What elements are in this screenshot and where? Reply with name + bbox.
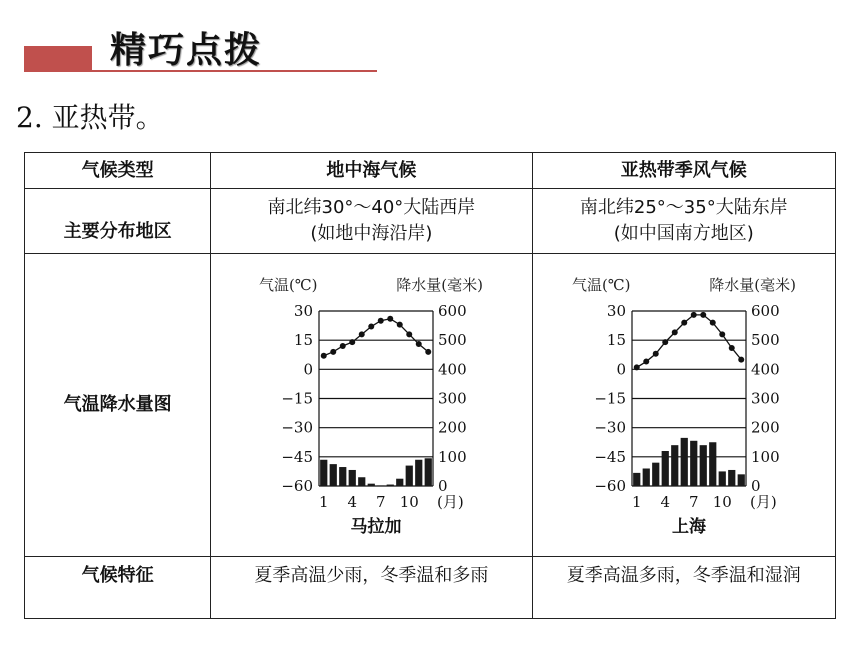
temperature-tick-label: 30	[606, 302, 626, 320]
header-monsoon: 亚热带季风气候	[532, 153, 835, 189]
cell-monsoon-features: 夏季高温多雨，冬季温和湿润	[532, 557, 835, 619]
temperature-point	[738, 357, 744, 363]
left-axis-label: 气温(℃)	[259, 276, 318, 294]
month-tick-label: 1	[319, 493, 329, 511]
month-tick-label: 1	[631, 493, 642, 511]
temperature-point	[350, 339, 356, 345]
temperature-tick-label: 15	[606, 331, 626, 350]
precipitation-tick-label: 200	[750, 418, 780, 437]
temperature-point	[359, 331, 365, 337]
temperature-point	[729, 345, 735, 351]
malaga-climate-chart	[251, 266, 491, 536]
row-label-distribution: 主要分布地区	[25, 189, 211, 254]
temperature-point	[321, 353, 327, 359]
precipitation-bar	[709, 442, 716, 486]
precipitation-bar	[699, 445, 706, 486]
row-label-features: 气候特征	[25, 557, 211, 619]
precipitation-tick-label: 300	[438, 389, 468, 408]
precipitation-bar	[378, 485, 385, 486]
precipitation-tick-label: 600	[438, 302, 468, 320]
temperature-point	[397, 322, 403, 328]
temperature-point	[643, 359, 649, 365]
temperature-point	[378, 318, 384, 324]
month-tick-label: 7	[688, 493, 699, 511]
mediterranean-distribution-line1: 南北纬30°～40°大陆西岸	[267, 197, 476, 218]
temperature-point	[700, 312, 706, 318]
precipitation-bar	[737, 474, 744, 486]
chart-title: 马拉加	[350, 517, 402, 536]
precipitation-bar	[387, 485, 394, 486]
table-header-row	[25, 153, 836, 189]
row-label-charts: 气温降水量图	[25, 254, 211, 557]
table-row-charts	[25, 254, 836, 557]
section-subtitle: 2. 亚热带。	[16, 101, 164, 134]
precipitation-bar	[349, 470, 356, 486]
month-tick-label: 10	[400, 493, 420, 511]
temperature-tick-label: −30	[281, 418, 314, 437]
temperature-point	[691, 312, 697, 318]
temperature-tick-label: −15	[281, 389, 314, 408]
right-axis-label: 降水量(毫米)	[709, 276, 796, 294]
precipitation-bar	[321, 460, 328, 486]
temperature-tick-label: −45	[594, 447, 626, 466]
title-accent-bar	[24, 46, 92, 72]
temperature-tick-label: 0	[303, 360, 314, 379]
temperature-tick-label: −45	[281, 447, 314, 466]
month-tick-label: 7	[376, 493, 386, 511]
precipitation-bar	[671, 445, 678, 486]
precipitation-tick-label: 0	[438, 477, 448, 495]
precipitation-bar	[340, 467, 347, 486]
temperature-point	[407, 331, 413, 337]
cell-monsoon-distribution	[532, 189, 835, 254]
temperature-tick-label: 15	[294, 331, 314, 350]
temperature-tick-label: −60	[594, 477, 626, 495]
temperature-point	[634, 364, 640, 370]
precipitation-tick-label: 300	[750, 389, 780, 408]
precipitation-tick-label: 100	[438, 447, 468, 466]
precipitation-bar	[642, 469, 649, 487]
temperature-point	[662, 339, 668, 345]
precipitation-bar	[397, 479, 404, 486]
month-tick-label: 4	[347, 493, 358, 511]
shanghai-climate-chart	[564, 266, 804, 536]
precipitation-bar	[728, 470, 735, 486]
cell-mediterranean-distribution	[211, 189, 532, 254]
temperature-point	[416, 341, 422, 347]
header-climate-type: 气候类型	[25, 153, 211, 189]
temperature-point	[388, 316, 394, 322]
monsoon-distribution-line2: (如中国南方地区)	[613, 223, 754, 244]
temperature-tick-label: −60	[281, 477, 314, 495]
temperature-point	[653, 351, 659, 357]
temperature-point	[710, 320, 716, 326]
temperature-line	[324, 319, 429, 356]
precipitation-bar	[406, 466, 413, 486]
cell-mediterranean-features: 夏季高温少雨，冬季温和多雨	[211, 557, 532, 619]
cell-mediterranean-chart	[211, 254, 532, 557]
temperature-point	[426, 349, 432, 355]
temperature-tick-label: 0	[616, 360, 626, 379]
monsoon-distribution-line1: 南北纬25°～35°大陆东岸	[579, 197, 788, 218]
precipitation-tick-label: 0	[750, 477, 761, 495]
precipitation-bar	[661, 451, 668, 486]
temperature-point	[369, 324, 375, 330]
temperature-tick-label: 30	[294, 302, 314, 320]
climate-comparison-table	[24, 152, 836, 619]
precipitation-tick-label: 500	[438, 331, 468, 350]
month-tick-label: 10	[712, 493, 732, 511]
temperature-point	[331, 349, 337, 355]
precipitation-tick-label: 600	[750, 302, 780, 320]
table-row-distribution	[25, 189, 836, 254]
precipitation-bar	[652, 463, 659, 486]
temperature-line	[637, 315, 742, 368]
precipitation-tick-label: 200	[438, 418, 468, 437]
right-axis-label: 降水量(毫米)	[396, 276, 484, 294]
precipitation-bar	[416, 460, 423, 486]
precipitation-bar	[330, 464, 337, 486]
precipitation-bar	[718, 471, 725, 486]
cell-monsoon-chart	[532, 254, 835, 557]
precipitation-tick-label: 500	[750, 331, 780, 350]
precipitation-bar	[690, 441, 697, 486]
temperature-point	[681, 320, 687, 326]
chart-title: 上海	[671, 517, 706, 536]
precipitation-tick-label: 400	[750, 360, 780, 379]
precipitation-bar	[368, 484, 375, 486]
precipitation-tick-label: 100	[750, 447, 780, 466]
temperature-point	[340, 343, 346, 349]
temperature-tick-label: −15	[594, 389, 626, 408]
left-axis-label: 气温(℃)	[571, 276, 631, 294]
precipitation-bar	[680, 438, 687, 486]
month-axis-unit: (月)	[749, 493, 777, 511]
page-title: 精巧点拨	[110, 29, 263, 71]
month-tick-label: 4	[660, 493, 670, 511]
precipitation-bar	[359, 477, 366, 486]
precipitation-bar	[425, 458, 432, 486]
temperature-point	[672, 329, 678, 335]
mediterranean-distribution-line2: (如地中海沿岸)	[310, 223, 433, 244]
month-axis-unit: (月)	[437, 493, 465, 511]
table-row-features	[25, 557, 836, 619]
precipitation-tick-label: 400	[438, 360, 468, 379]
header-mediterranean: 地中海气候	[211, 153, 532, 189]
precipitation-bar	[633, 473, 640, 486]
temperature-point	[719, 331, 725, 337]
temperature-tick-label: −30	[594, 418, 626, 437]
